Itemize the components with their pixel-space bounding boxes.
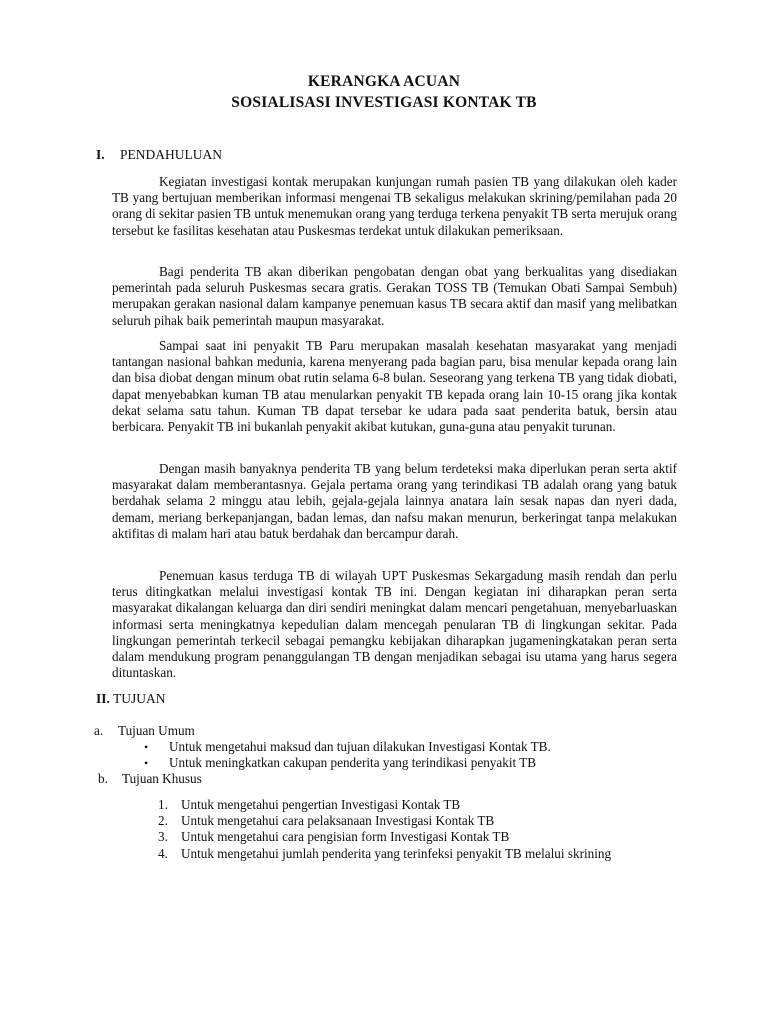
list-marker: b. bbox=[98, 771, 108, 786]
list-item-text: Untuk mengetahui pengertian Investigasi Kontak TB bbox=[181, 797, 461, 812]
paragraph: Penemuan kasus terduga TB di wilayah UPT Puskesmas Sekargadung masih rendah dan perlu terus ditingkatkan melalui investigasi kontak TB ini. Dengan kegiatan ini diharapkan peran serta masyarakat dikalangan keluarga dan diri sendiri meningkat dalam mencari pengetahuan, menyebarluaskan informasi serta meningkatnya kepedulian dalam mencegah penularan TB di lingkungan sekitar. Pada lingkungan pemerintah terkecil sebagai pemangku kebijakan diharapkan jugameningkatakan peran serta dalam mendukung program penanggulangan TB dengan menjadikan sebagai isu utama yang harus segera dituntaskan. bbox=[112, 568, 677, 681]
bullet-icon: • bbox=[144, 740, 149, 754]
paragraph: Bagi penderita TB akan diberikan pengobatan dengan obat yang berkualitas yang disediakan pemerintah pada seluruh Puskesmas secara gratis. Gerakan TOSS TB (Temukan Obati Sampai Sembuh) merupakan gerakan nasional dalam kampanye penemuan kasus TB secara aktif dan masif yang melibatkan seluruh pihak baik pemerintah maupun masyarakat. bbox=[112, 264, 677, 328]
list-number: 3. bbox=[158, 829, 168, 845]
list-number: 1. bbox=[158, 797, 168, 812]
numbered-list bbox=[158, 797, 611, 862]
section-heading-tujuan bbox=[96, 691, 166, 707]
list-item bbox=[158, 846, 611, 862]
subsection-tujuan-khusus bbox=[98, 771, 202, 787]
section-heading-pendahuluan bbox=[96, 147, 222, 163]
list-item bbox=[158, 797, 611, 813]
section-number: I. bbox=[96, 147, 105, 162]
list-item-text: Untuk mengetahui maksud dan tujuan dilakukan Investigasi Kontak TB. bbox=[169, 739, 551, 754]
bullet-list bbox=[144, 739, 551, 771]
list-number: 2. bbox=[158, 813, 168, 829]
list-item-text: Untuk mengetahui cara pelaksanaan Investigasi Kontak TB bbox=[181, 813, 495, 829]
document-title-line1: KERANGKA ACUAN bbox=[307, 73, 461, 90]
list-item-text: Untuk mengetahui jumlah penderita yang terinfeksi penyakit TB melalui skrining bbox=[181, 845, 612, 861]
list-item-text: Untuk mengetahui cara pengisian form Investigasi Kontak TB bbox=[181, 829, 510, 845]
section-number: II. bbox=[96, 691, 110, 706]
list-number: 4. bbox=[158, 845, 168, 861]
list-item bbox=[144, 755, 551, 771]
paragraph: Dengan masih banyaknya penderita TB yang belum terdeteksi maka diperlukan peran serta aktif masyarakat dalam memberantasnya. Gejala pertama orang yang terindikasi TB adalah orang yang batuk berdahak selama 2 minggu atau lebih, gejala-gejala lainnya anatara lain sesak napas dan nyeri dada, demam, meriang berkepanjangan, badan lemas, dan nafsu makan menurun, berkeringat tanpa melakukan aktifitas di malam hari atau batuk berdahak dan bercampur darah. bbox=[112, 461, 677, 541]
paragraph: Kegiatan investigasi kontak merupakan kunjungan rumah pasien TB yang dilakukan oleh kader TB yang bertujuan memberikan informasi mengenai TB sekaligus melakukan skrining/pemilahan pada 20 orang di sekitar pasien TB untuk menemukan orang yang terduga terkena penyakit TB serta merujuk orang tersebut ke fasilitas kesehatan atau Puskesmas terdekat untuk dilakukan pemeriksaan. bbox=[112, 174, 677, 238]
subsection-label: Tujuan Khusus bbox=[122, 771, 202, 786]
section-title: TUJUAN bbox=[113, 691, 166, 706]
subsection-tujuan-umum bbox=[94, 723, 195, 739]
bullet-icon: • bbox=[144, 756, 149, 771]
section-title: PENDAHULUAN bbox=[120, 147, 222, 162]
list-item bbox=[158, 813, 611, 829]
subsection-label: Tujuan Umum bbox=[118, 723, 195, 738]
paragraph: Sampai saat ini penyakit TB Paru merupakan masalah kesehatan masyarakat yang menjadi tantangan nasional bahkan medunia, karena menyerang pada bagian paru, bisa menular kepada orang lain dan bisa diobat dengan minum obat rutin selama 6-8 bulan. Seseorang yang terkena TB yang tidak diobati, dapat menyebabkan kuman TB atau menularkan penyakit TB kepada orang lain 10-15 orang jika kontak dekat selama satu tahun. Kuman TB dapat tersebar ke udara pada saat penderita batuk, bersin atau berbicara. Penyakit TB ini bukanlah penyakit akibat kutukan, guna-guna atau penyakit turunan. bbox=[112, 338, 677, 435]
list-marker: a. bbox=[94, 723, 104, 738]
list-item bbox=[144, 739, 551, 755]
document-title-line2: SOSIALISASI INVESTIGASI KONTAK TB bbox=[231, 94, 537, 111]
list-item bbox=[158, 829, 611, 845]
list-item-text: Untuk meningkatkan cakupan penderita yang terindikasi penyakit TB bbox=[169, 755, 537, 771]
